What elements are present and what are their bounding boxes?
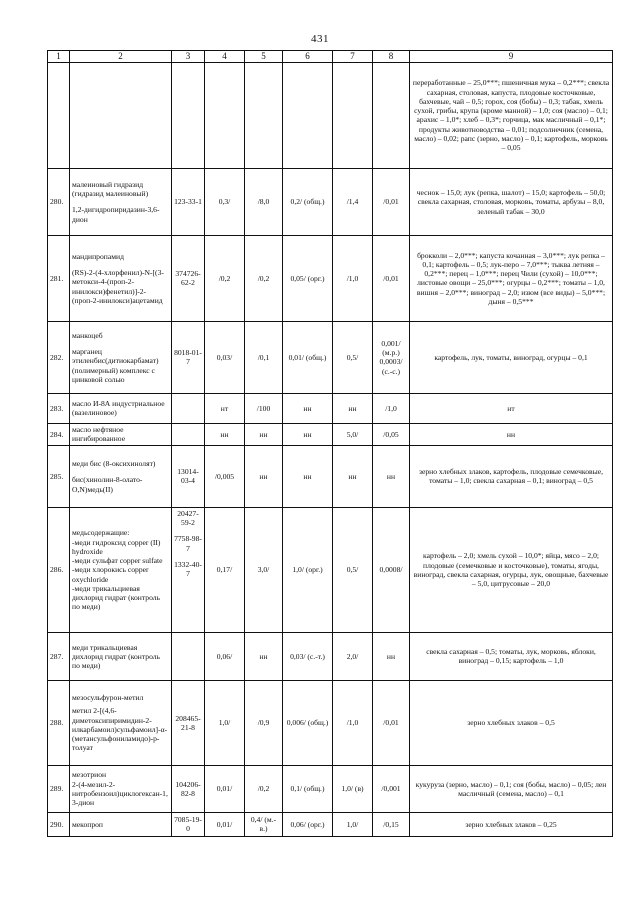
mrl-cell: чеснок – 15,0; лук (репка, шалот) – 15,0; картофель – 50,0; свекла сахарная, столовая, морковь, томаты, арбузы – 8,0, зеленый табак – 30,0 bbox=[410, 168, 613, 235]
row-number: 287. bbox=[48, 632, 70, 680]
value-cell: 0,03/ bbox=[205, 321, 245, 393]
column-header: 7 bbox=[333, 51, 373, 63]
page-number: 431 bbox=[311, 33, 329, 45]
empty-cell bbox=[245, 62, 283, 168]
name-line: 1,2-дигидропиридазин-3,6-дион bbox=[72, 205, 160, 224]
table-row bbox=[48, 507, 613, 632]
name-line: меди бис (8-оксихинолят) bbox=[72, 459, 156, 469]
column-header: 2 bbox=[70, 51, 172, 63]
table-row bbox=[48, 235, 613, 321]
name-line: бис(хинолин-8-олато-O,N)медь(II) bbox=[72, 475, 143, 494]
substance-name bbox=[70, 423, 172, 445]
cas-number: 104206-82-8 bbox=[172, 765, 205, 812]
value-cell: нн bbox=[333, 393, 373, 423]
value-cell: /0,001 bbox=[373, 765, 410, 812]
value-cell: /0,01 bbox=[373, 168, 410, 235]
continuation-row bbox=[48, 62, 613, 168]
value-cell: /0,05 bbox=[373, 423, 410, 445]
empty-cell bbox=[172, 62, 205, 168]
substance-name bbox=[70, 680, 172, 765]
value-cell: нн bbox=[245, 445, 283, 507]
substance-name bbox=[70, 235, 172, 321]
value-cell: 0,06/ bbox=[205, 632, 245, 680]
value-cell: 1,0/ (в) bbox=[333, 765, 373, 812]
column-header: 9 bbox=[410, 51, 613, 63]
mrl-cell: зерно хлебных злаков, картофель, плодовые семечковые, томаты – 1,0; свекла сахарная – 0,1; виноград – 0,5 bbox=[410, 445, 613, 507]
regulation-table bbox=[47, 50, 613, 837]
table-row bbox=[48, 632, 613, 680]
value-cell: нн bbox=[373, 632, 410, 680]
name-line: медьсодержащие: bbox=[72, 528, 130, 538]
name-line: масло нефтяное ингибированное bbox=[72, 425, 126, 444]
value-cell: 0,0008/ bbox=[373, 507, 410, 632]
name-line: метил 2-[(4,6-диметоксипиримидин-2-илкарбамоил)сульфамоил]-α-(метансульфониламидо)-p-толуат bbox=[72, 706, 168, 753]
name-line: марганец этиленбис(дитиокарбамат) (полимерный) комплекс с цинковой солью bbox=[72, 347, 159, 384]
empty-cell bbox=[205, 62, 245, 168]
cas-line: 20427-59-2 bbox=[177, 508, 199, 528]
substance-name bbox=[70, 507, 172, 632]
column-header: 6 bbox=[283, 51, 333, 63]
value-cell: /100 bbox=[245, 393, 283, 423]
value-cell: 1,0/ bbox=[205, 680, 245, 765]
name-line: 2-(4-мезил-2-нитробензоил)циклогексан-1,3-дион bbox=[72, 779, 168, 808]
cas-number: 13014-03-4 bbox=[172, 445, 205, 507]
value-cell: 0,5/ bbox=[333, 507, 373, 632]
value-cell: 0,01/ (общ.) bbox=[283, 321, 333, 393]
value-cell: нн bbox=[333, 445, 373, 507]
value-cell: /1,4 bbox=[333, 168, 373, 235]
table-row bbox=[48, 393, 613, 423]
value-cell: 0,06/ (орг.) bbox=[283, 812, 333, 836]
value-cell: /8,0 bbox=[245, 168, 283, 235]
table-row bbox=[48, 765, 613, 812]
row-number: 284. bbox=[48, 423, 70, 445]
mrl-cell: свекла сахарная – 0,5; томаты, лук, морковь, яблоки, виноград – 0,15; картофель – 1,0 bbox=[410, 632, 613, 680]
value-cell: 5,0/ bbox=[333, 423, 373, 445]
value-cell: 0,5/ bbox=[333, 321, 373, 393]
table-row bbox=[48, 812, 613, 836]
mrl-cell: кукуруза (зерно, масло) – 0,1; соя (бобы, масло) – 0,05; лен масличный (семена, масло) – 0,1 bbox=[410, 765, 613, 812]
cas-number: 208465-21-8 bbox=[172, 680, 205, 765]
cas-number bbox=[172, 423, 205, 445]
name-line: -меди трикальциевая дихлорид гидрат (контроль по меди) bbox=[72, 583, 161, 612]
value-cell: /0,1 bbox=[245, 321, 283, 393]
name-line: мекопроп bbox=[72, 819, 103, 829]
value-cell: 1,0/ bbox=[333, 812, 373, 836]
value-cell: 0,17/ bbox=[205, 507, 245, 632]
substance-name bbox=[70, 321, 172, 393]
column-header: 5 bbox=[245, 51, 283, 63]
row-number: 280. bbox=[48, 168, 70, 235]
name-line: (RS)-2-(4-хлорфенил)-N-[(3-метокси-4-(проп-2-инилокси)фенетил)]-2-(проп-2-инилокси)ацетамид bbox=[72, 268, 164, 305]
value-cell: 0,1/ (общ.) bbox=[283, 765, 333, 812]
row-number: 285. bbox=[48, 445, 70, 507]
mrl-cell: зерно хлебных злаков – 0,5 bbox=[410, 680, 613, 765]
mrl-cell: зерно хлебных злаков – 0,25 bbox=[410, 812, 613, 836]
row-number: 290. bbox=[48, 812, 70, 836]
value-cell: 0,01/ bbox=[205, 812, 245, 836]
value-cell: 1,0/ (орг.) bbox=[283, 507, 333, 632]
value-cell: /0,2 bbox=[245, 765, 283, 812]
value-cell: /1,0 bbox=[333, 680, 373, 765]
mrl-cell: брокколи – 2,0***; капуста кочанная – 3,0***; лук репка – 0,1; картофель – 0,5; лук-перо – 7,0***; тыква летняя – 0,2***; перец – 1,0***; перец Чили (сухой) – 10,0***; листовые овощи – 25,0***; огурцы – 0,2***; томаты – 1,0, вишня – 2,0***; виноград – 2,0; изюм (все виды) – 5,0***; дыня – 0,5*** bbox=[410, 235, 613, 321]
column-header: 1 bbox=[48, 51, 70, 63]
value-cell: 2,0/ bbox=[333, 632, 373, 680]
empty-cell bbox=[283, 62, 333, 168]
row-number: 289. bbox=[48, 765, 70, 812]
empty-cell bbox=[373, 62, 410, 168]
cas-number: 8018-01-7 bbox=[172, 321, 205, 393]
row-number: 286. bbox=[48, 507, 70, 632]
mrl-cell: нт bbox=[410, 393, 613, 423]
value-cell: нн bbox=[245, 632, 283, 680]
value-cell: /0,2 bbox=[245, 235, 283, 321]
name-line: манкоцеб bbox=[72, 330, 103, 340]
value-cell: /0,2 bbox=[205, 235, 245, 321]
cas-number bbox=[172, 632, 205, 680]
row-number: 281. bbox=[48, 235, 70, 321]
substance-name bbox=[70, 168, 172, 235]
value-cell: нн bbox=[205, 423, 245, 445]
table-row bbox=[48, 168, 613, 235]
empty-cell bbox=[48, 62, 70, 168]
column-header: 4 bbox=[205, 51, 245, 63]
value-cell: нн bbox=[283, 393, 333, 423]
cas-number: 7085-19-0 bbox=[172, 812, 205, 836]
mrl-cell: нн bbox=[410, 423, 613, 445]
name-line: меди трикальциевая дихлорид гидрат (контроль по меди) bbox=[72, 642, 161, 671]
value-cell: 0,006/ (общ.) bbox=[283, 680, 333, 765]
value-cell: /0,005 bbox=[205, 445, 245, 507]
cas-line: 1332-40-7 bbox=[174, 559, 202, 579]
name-line: масло И-8А индустриальное (вазелиновое) bbox=[72, 399, 165, 418]
substance-name bbox=[70, 445, 172, 507]
value-cell: /0,9 bbox=[245, 680, 283, 765]
substance-name bbox=[70, 632, 172, 680]
value-cell: /0,01 bbox=[373, 680, 410, 765]
name-line: малеиновый гидразид (гидразид малеиновый) bbox=[72, 179, 149, 199]
cas-number bbox=[172, 393, 205, 423]
value-cell: /1,0 bbox=[333, 235, 373, 321]
substance-name bbox=[70, 812, 172, 836]
value-cell: 0,03/ (с.-т.) bbox=[283, 632, 333, 680]
value-cell: нн bbox=[283, 445, 333, 507]
value-cell: 0,001/ (м.р.) 0,0003/ (с.-с.) bbox=[373, 321, 410, 393]
empty-cell bbox=[70, 62, 172, 168]
row-number: 283. bbox=[48, 393, 70, 423]
value-cell: /0,15 bbox=[373, 812, 410, 836]
name-line: мезотрион bbox=[72, 770, 107, 780]
row-number: 282. bbox=[48, 321, 70, 393]
value-cell: нт bbox=[205, 393, 245, 423]
cas-number bbox=[172, 507, 205, 632]
value-cell: 0,2/ (общ.) bbox=[283, 168, 333, 235]
table-row bbox=[48, 680, 613, 765]
value-cell: 0,05/ (орг.) bbox=[283, 235, 333, 321]
value-cell: 0,3/ bbox=[205, 168, 245, 235]
substance-name bbox=[70, 765, 172, 812]
name-line: -меди хлорокись copper oxychloride bbox=[72, 565, 149, 584]
value-cell: 3,0/ bbox=[245, 507, 283, 632]
value-cell: 0,4/ (м.-в.) bbox=[245, 812, 283, 836]
value-cell: 0,01/ bbox=[205, 765, 245, 812]
cas-line: 7758-98-7 bbox=[174, 534, 202, 553]
mrl-cell: переработанные – 25,0***; пшеничная мука – 0,2***; свекла сахарная, столовая, капуста, плодовые косточковые, бахчевые, чай – 0,5; горох, соя (бобы) – 0,3; табак, хмель сухой, грибы, крупа (кроме манной) – 1,0; соя (масло) – 0,1; арахис – 1,0*; хлеб – 0,3*; горчица, мак масличный – 0,1*; продукты животноводства – 0,01; подсолнечник (семена, масло) – 0,02; рапс (зерно, масло) – 0,1; картофель, морковь – 0,05 bbox=[410, 62, 613, 168]
value-cell: нн bbox=[245, 423, 283, 445]
name-line: мезосульфурон-метил bbox=[72, 693, 144, 703]
value-cell: нн bbox=[283, 423, 333, 445]
substance-name bbox=[70, 393, 172, 423]
name-line: -меди сульфат copper sulfate bbox=[72, 556, 163, 566]
cas-number: 374726-62-2 bbox=[172, 235, 205, 321]
cas-number: 123-33-1 bbox=[172, 168, 205, 235]
table-row bbox=[48, 445, 613, 507]
mrl-cell: картофель – 2,0; хмель сухой – 10,0*; яйца, мясо – 2,0; плодовые (семечковые и косточковые), томаты, ягоды, виноград, свекла сахарная, огурцы, лук, овощные, бахчевые – 5,0, цитрусовые – 20,0 bbox=[410, 507, 613, 632]
row-number: 288. bbox=[48, 680, 70, 765]
value-cell: /1,0 bbox=[373, 393, 410, 423]
table-row bbox=[48, 321, 613, 393]
name-line: мандипропамид bbox=[72, 251, 124, 261]
empty-cell bbox=[333, 62, 373, 168]
table-row bbox=[48, 423, 613, 445]
column-header: 3 bbox=[172, 51, 205, 63]
column-header-row bbox=[48, 51, 613, 63]
column-header: 8 bbox=[373, 51, 410, 63]
value-cell: нн bbox=[373, 445, 410, 507]
value-cell: /0,01 bbox=[373, 235, 410, 321]
mrl-cell: картофель, лук, томаты, виноград, огурцы – 0,1 bbox=[410, 321, 613, 393]
name-line: -меди гидроксид copper (II) hydroxide bbox=[72, 537, 161, 556]
